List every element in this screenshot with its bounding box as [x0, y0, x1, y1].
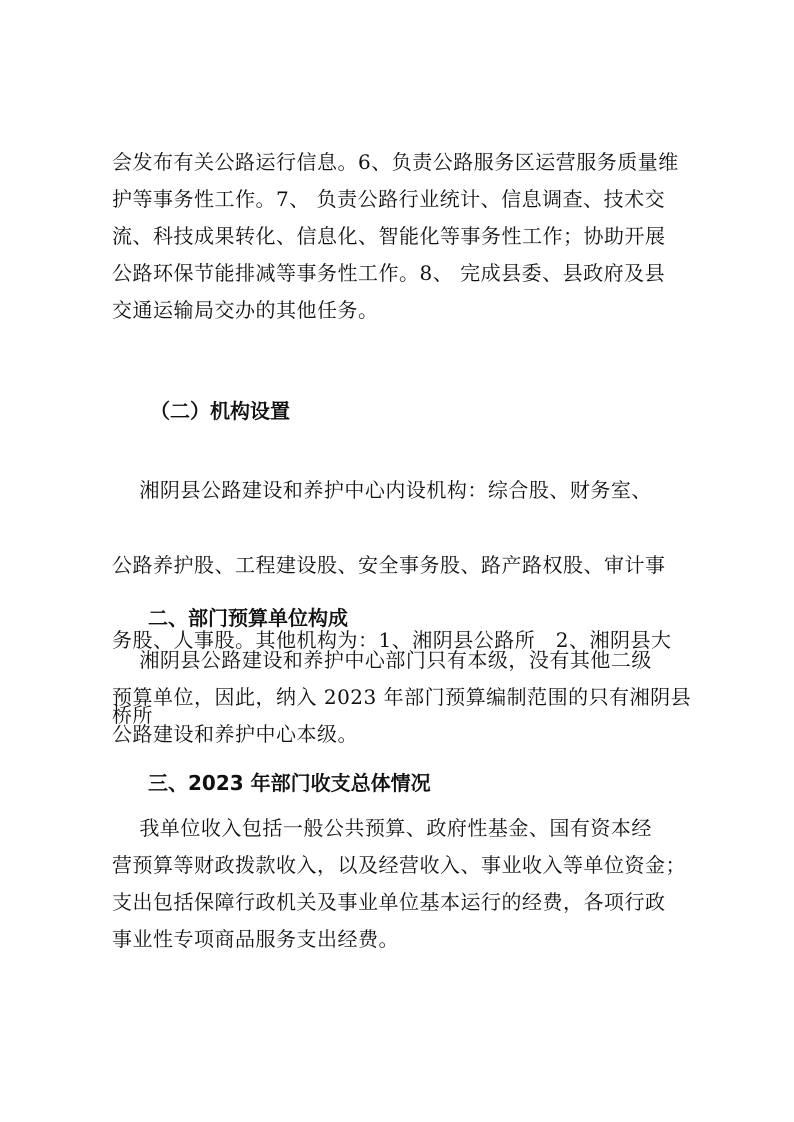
paragraph-line: 务股、人事股。其他机构为：1、湘阴县公路所 2、湘阴县大 [112, 628, 672, 652]
paragraph-line: 交通运输局交办的其他任务。 [112, 298, 379, 322]
continuation-paragraph [112, 144, 692, 329]
paragraph-line: 会发布有关公路运行信息。6、负责公路服务区运营服务质量维 [112, 150, 679, 174]
paragraph-line: 湘阴县公路建设和养护中心内设机构：综合股、财务室、 [112, 478, 652, 502]
paragraph-line: 支出包括保障行政机关及事业单位基本运行的经费，各项行政 [112, 890, 666, 914]
paragraph-line: 预算单位，因此，纳入 2023 年部门预算编制范围的只有湘阴县 [112, 685, 692, 709]
paragraph-line: 公路养护股、工程建设股、安全事务股、路产路权股、审计事 [112, 553, 666, 577]
paragraph-line: 营预算等财政拨款收入，以及经营收入、事业收入等单位资金； [112, 853, 686, 877]
paragraph-line: 事业性专项商品服务支出经费。 [112, 927, 399, 951]
paragraph-line: 湘阴县公路建设和养护中心部门只有本级，没有其他二级 [112, 648, 652, 672]
paragraph-line: 流、科技成果转化、信息化、智能化等事务性工作；协助开展 [112, 224, 666, 248]
overall-paragraph [112, 810, 692, 958]
budget-units-paragraph [112, 642, 692, 753]
paragraph-line: 我单位收入包括一般公共预算、政府性基金、国有资本经 [112, 816, 652, 840]
section-heading-overall: 三、2023 年部门收支总体情况 [148, 771, 431, 795]
paragraph-line: 桥所 [112, 703, 153, 727]
section-heading-budget-units: 二、部门预算单位构成 [148, 606, 348, 630]
paragraph-line: 公路环保节能排减等事务性工作。8、 完成县委、县政府及县 [112, 261, 666, 285]
section-heading-institution: （二）机构设置 [150, 399, 290, 423]
paragraph-line: 公路建设和养护中心本级。 [112, 722, 358, 746]
paragraph-line: 护等事务性工作。7、 负责公路行业统计、信息调查、技术交 [112, 187, 666, 211]
